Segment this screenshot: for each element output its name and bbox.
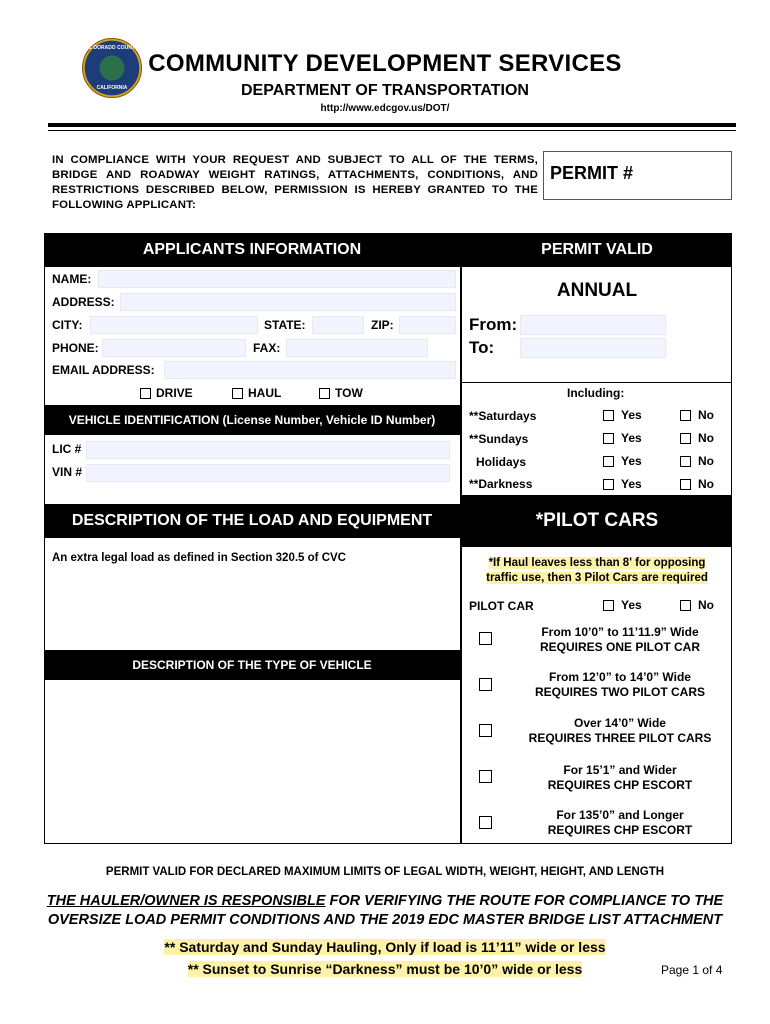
zip-label: ZIP:	[371, 318, 394, 332]
tow-checkbox[interactable]	[319, 388, 330, 399]
vehicle-type-area[interactable]	[44, 682, 460, 840]
pilot-option-2-range: From 12’0” to 14’0” Wide	[549, 670, 691, 684]
pilot-note-line1: *If Haul leaves less than 8' for opposing	[488, 557, 706, 569]
city-field[interactable]	[90, 316, 258, 334]
pilot-option-3-requirement: REQUIRES THREE PILOT CARS	[528, 731, 712, 745]
drive-option[interactable]	[140, 386, 193, 400]
hauler-responsible-line2: OVERSIZE LOAD PERMIT CONDITIONS AND THE 2019 EDC MASTER BRIDGE LIST ATTACHMENT	[47, 912, 723, 928]
phone-field[interactable]	[102, 339, 246, 357]
saturdays-yes[interactable]	[603, 408, 642, 422]
state-field[interactable]	[312, 316, 364, 334]
email-field[interactable]	[164, 361, 456, 379]
applicants-information-header: APPLICANTS INFORMATION	[44, 233, 460, 267]
name-label: NAME:	[52, 272, 92, 286]
haul-label: HAUL	[248, 386, 282, 400]
pilot-option-4-checkbox[interactable]	[479, 770, 492, 783]
darkness-hauling-note: ** Sunset to Sunrise “Darkness” must be 10’0” wide or less	[187, 961, 583, 977]
holidays-no[interactable]	[680, 454, 714, 468]
pilot-car-no-checkbox[interactable]	[680, 600, 691, 611]
seal-text-bottom: CALIFORNIA	[96, 85, 128, 91]
yes-label: Yes	[621, 431, 642, 445]
lic-field[interactable]	[86, 441, 450, 459]
header-rule-thin	[48, 130, 736, 131]
sundays-label: **Sundays	[469, 432, 529, 446]
pilot-option-5-checkbox[interactable]	[479, 816, 492, 829]
pilot-option-2-requirement: REQUIRES TWO PILOT CARS	[534, 685, 705, 699]
yes-label: Yes	[621, 598, 642, 612]
permit-limits-statement: PERMIT VALID FOR DECLARED MAXIMUM LIMITS OF LEGAL WIDTH, WEIGHT, HEIGHT, AND LENGTH	[105, 866, 665, 878]
pilot-option-5-requirement: REQUIRES CHP ESCORT	[547, 823, 693, 837]
sundays-yes-checkbox[interactable]	[603, 433, 614, 444]
darkness-yes-checkbox[interactable]	[603, 479, 614, 490]
fax-label: FAX:	[253, 341, 281, 355]
pilot-note-line2: traffic use, then 3 Pilot Cars are required	[486, 572, 708, 584]
no-label: No	[698, 408, 714, 422]
pilot-option-5	[510, 808, 730, 838]
haul-checkbox[interactable]	[232, 388, 243, 399]
no-label: No	[698, 477, 714, 491]
from-label: From:	[469, 315, 518, 334]
zip-field[interactable]	[399, 316, 456, 334]
department-title: DEPARTMENT OF TRANSPORTATION	[241, 82, 529, 99]
pilot-car-label: PILOT CAR	[469, 599, 534, 613]
fax-field[interactable]	[286, 339, 428, 357]
tow-label: TOW	[335, 386, 363, 400]
tow-option[interactable]	[319, 386, 363, 400]
state-label: STATE:	[264, 318, 306, 332]
pilot-option-4-requirement: REQUIRES CHP ESCORT	[547, 778, 693, 792]
hauling-notes	[0, 936, 770, 980]
permit-number-label: PERMIT #	[550, 163, 634, 183]
darkness-no[interactable]	[680, 477, 714, 491]
saturdays-no-checkbox[interactable]	[680, 410, 691, 421]
including-divider	[462, 382, 732, 383]
load-description-header: DESCRIPTION OF THE LOAD AND EQUIPMENT	[44, 504, 460, 538]
vin-field[interactable]	[86, 464, 450, 482]
holidays-yes[interactable]	[603, 454, 642, 468]
email-label: EMAIL ADDRESS:	[52, 363, 155, 377]
haul-option[interactable]	[232, 386, 281, 400]
page-title: COMMUNITY DEVELOPMENT SERVICES	[148, 50, 622, 77]
drive-label: DRIVE	[156, 386, 193, 400]
pilot-option-4	[510, 763, 730, 793]
saturdays-no[interactable]	[680, 408, 714, 422]
pilot-option-5-range: For 135’0” and Longer	[556, 808, 684, 822]
pilot-car-no[interactable]	[680, 598, 714, 612]
pilot-car-note	[462, 556, 732, 586]
hauler-responsibility-statement	[0, 892, 770, 930]
name-field[interactable]	[98, 270, 456, 288]
pilot-option-1-range: From 10’0” to 11’11.9” Wide	[541, 625, 699, 639]
darkness-label: **Darkness	[469, 477, 533, 491]
vehicle-identification-header: VEHICLE IDENTIFICATION (License Number, Vehicle ID Number)	[44, 405, 460, 435]
pilot-option-2	[510, 670, 730, 700]
permit-term: ANNUAL	[556, 280, 638, 301]
load-description-area[interactable]	[44, 570, 460, 648]
holidays-no-checkbox[interactable]	[680, 456, 691, 467]
sundays-yes[interactable]	[603, 431, 642, 445]
to-date-field[interactable]	[520, 338, 666, 358]
pilot-option-2-checkbox[interactable]	[479, 678, 492, 691]
city-label: CITY:	[52, 318, 83, 332]
holidays-label: Holidays	[476, 455, 527, 469]
darkness-no-checkbox[interactable]	[680, 479, 691, 490]
pilot-option-1	[510, 625, 730, 655]
address-field[interactable]	[120, 293, 456, 311]
pilot-option-1-requirement: REQUIRES ONE PILOT CAR	[539, 640, 700, 654]
department-url[interactable]: http://www.edcgov.us/DOT/	[320, 103, 450, 114]
pilot-option-1-checkbox[interactable]	[479, 632, 492, 645]
lic-label: LIC #	[52, 442, 82, 456]
from-date-field[interactable]	[520, 315, 666, 335]
load-description-text: An extra legal load as defined in Section 320.5 of CVC	[52, 552, 346, 564]
pilot-option-3-range: Over 14’0” Wide	[574, 716, 666, 730]
drive-checkbox[interactable]	[140, 388, 151, 399]
no-label: No	[698, 598, 714, 612]
vin-label: VIN #	[52, 465, 83, 479]
darkness-yes[interactable]	[603, 477, 642, 491]
header-rule-thick	[48, 123, 736, 127]
pilot-option-3-checkbox[interactable]	[479, 724, 492, 737]
phone-label: PHONE:	[52, 341, 99, 355]
sundays-no[interactable]	[680, 431, 714, 445]
pilot-cars-header: *PILOT CARS	[462, 495, 732, 547]
pilot-car-yes-checkbox[interactable]	[603, 600, 614, 611]
page-number: Page 1 of 4	[661, 963, 723, 977]
vehicle-type-header: DESCRIPTION OF THE TYPE OF VEHICLE	[44, 650, 460, 680]
saturdays-yes-checkbox[interactable]	[603, 410, 614, 421]
hauler-responsible-rest: FOR VERIFYING THE ROUTE FOR COMPLIANCE TO THE	[325, 893, 724, 909]
compliance-statement: IN COMPLIANCE WITH YOUR REQUEST AND SUBJECT TO ALL OF THE TERMS, BRIDGE AND ROADWAY WEIGHT RATINGS, ATTACHMENTS, CONDITIONS, AND RESTRICTIONS DESCRIBED BELOW, PERMISSION IS HEREBY GRANTED TO THE FOLLOWING APPLICANT:	[52, 154, 538, 211]
including-label: Including:	[567, 386, 625, 400]
no-label: No	[698, 454, 714, 468]
hauler-responsible-underlined: THE HAULER/OWNER IS RESPONSIBLE	[46, 893, 326, 909]
saturdays-label: **Saturdays	[469, 409, 537, 423]
address-label: ADDRESS:	[52, 295, 115, 309]
to-label: To:	[469, 338, 495, 357]
weekend-hauling-note: ** Saturday and Sunday Hauling, Only if load is 11’11” wide or less	[164, 939, 606, 955]
permit-number-box[interactable]	[543, 151, 732, 200]
pilot-car-yes[interactable]	[603, 598, 642, 612]
no-label: No	[698, 431, 714, 445]
holidays-yes-checkbox[interactable]	[603, 456, 614, 467]
pilot-option-4-range: For 15’1” and Wider	[563, 763, 677, 777]
sundays-no-checkbox[interactable]	[680, 433, 691, 444]
seal-text-top: EL DORADO COUNTY	[85, 45, 139, 51]
yes-label: Yes	[621, 477, 642, 491]
pilot-option-3	[510, 716, 730, 746]
yes-label: Yes	[621, 454, 642, 468]
yes-label: Yes	[621, 408, 642, 422]
permit-valid-header: PERMIT VALID	[462, 233, 732, 267]
